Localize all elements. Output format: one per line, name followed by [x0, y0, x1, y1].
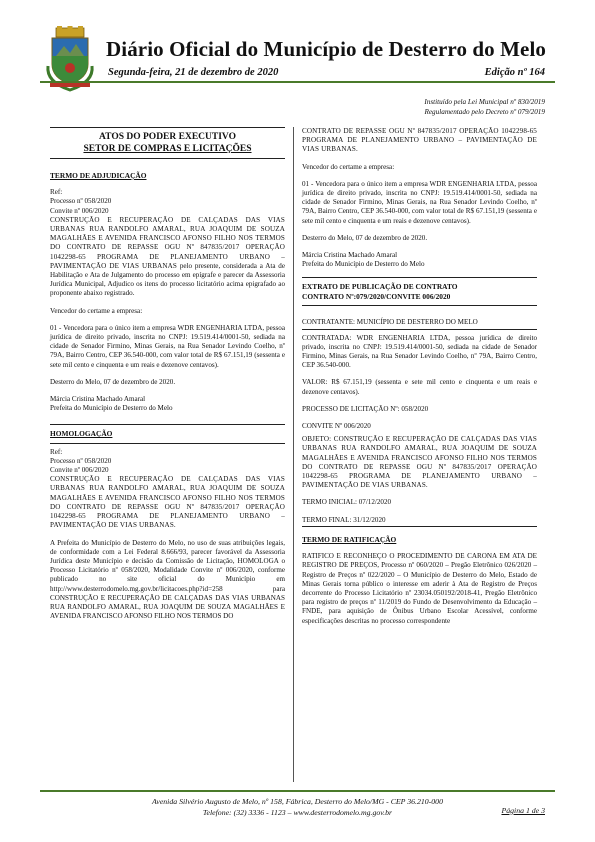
homologation-frame	[50, 424, 285, 443]
ratification-body: RATIFICO E RECONHEÇO O PROCEDIMENTO DE CARONA EM ATA DE REGISTRO DE PREÇOS, Processo nº 060/2020 – Pregão Eletrônico 026/2020 – Registro de Preços nº 022/2020 – O Município de Desterro do Melo, Estado de Minas Gerais torna público o interesse em aderir à Ata de Registro de Preços decorrente do Processo Licitatório nº 23034.050192/2018-41, Pregão Eletrônico para registro de preços nº 11/2019 do Fundo de Desenvolvimento da Educação – FNDE, para aquisição de Ônibus Urbano Escolar Acessível, conforme especificações descritas no processo correspondente	[302, 552, 537, 625]
header-rule	[40, 81, 555, 83]
homologation-ref: Ref:	[50, 447, 63, 456]
homologation-signer-role: Prefeita do Município de Desterro do Melo	[302, 260, 425, 269]
adjudication-object: CONSTRUÇÃO E RECUPERAÇÃO DE CALÇADAS DAS VIAS URBANAS RUA RANDOLFO AMARAL, RUA JOAQUIM DE SOUZA MAGALHÃES E AVENIDA FRANCISCO AFONSO FILHO NOS TERMOS DO CONTRATO DE REPASSE OGU Nº 847835/2017 OPERAÇÃO 1042298-65 PROGRAMA DE PLANEJAMENTO URBANO – PAVIMENTAÇÃO DE VIAS URBANAS	[50, 215, 285, 270]
contract-start-term: TERMO INICIAL: 07/12/2020	[302, 498, 392, 507]
right-column	[302, 127, 537, 626]
contract-contracted-party: CONTRATADA: WDR ENGENHARIA LTDA, pessoa jurídica de direito privado, inscrita no CNPJ: 19.519.414/0001-50, sediada na cidade de Senador Firmino, Minas Gerais, na Rua Senador Levindo Coelho, nº 79A, Bairro Centro, CEP 36.540-000.	[302, 333, 537, 370]
page-number: Página 1 de 3	[501, 806, 545, 815]
homologation-body: A Prefeita do Município de Desterro do Melo, no uso de suas atribuições legais, de conformidade com a Lei Federal 8.666/93, parecer favorável da Assessoria Jurídica deste Município e decisão da Comissão de Licitação, HOMOLOGA o Processo Licitatório nº 058/2020, Modalidade Convite nº 006/2020, conforme publicado no site oficial do Município em http://www.desterrodomelo.mg.gov.br/licitacoes.php?id=258 para CONSTRUÇÃO E RECUPERAÇÃO DE CALÇADAS DAS VIAS URBANAS RUA RANDOLFO AMARAL, RUA JOAQUIM DE SOUZA MAGALHÃES E AVENIDA FRANCISCO AFONSO FILHO NOS TERMOS DO	[50, 538, 285, 621]
contract-contracting-party: CONTRATANTE: MUNICÍPIO DE DESTERRO DO MELO	[302, 318, 537, 329]
homologation-invite: Convite nº 006/2020	[50, 466, 109, 475]
homologation-date: Desterro do Melo, 07 de dezembro de 2020.	[302, 233, 428, 242]
contract-object: OBJETO: CONSTRUÇÃO E RECUPERAÇÃO DE CALÇADAS DAS VIAS URBANAS RUA RANDOLFO AMARAL, RUA JOAQUIM DE SOUZA MAGALHÃES E AVENIDA FRANCISCO AFONSO FILHO NOS TERMOS DO CONTRATO DE REPASSE OGU Nº 847835/2017 OPERAÇÃO 1042298-65 PROGRAMA DE PLANEJAMENTO URBANO – PAVIMENTAÇÃO DE VIAS URBANAS.	[302, 435, 537, 490]
contract-extract-number: CONTRATO Nº:079/2020/CONVITE 006/2020	[302, 291, 451, 301]
adjudication-signer-role: Prefeita do Município de Desterro do Melo	[50, 404, 173, 413]
homologation-title: HOMOLOGAÇÃO	[50, 429, 113, 439]
adjudication-ref: Ref:	[50, 188, 63, 197]
contract-extract-frame	[302, 277, 537, 306]
adjudication-body: pelo presente, considerada a Ata de Habilitação e Ata de Julgamento do processo em epígrafe e parecer da Assessoria Jurídica Municipal, Adjudico os itens do processo licitatório acima epigrafado ao proponente abaixo registrado.	[50, 261, 285, 298]
homologation-winner-label: Vencedor do certame a empresa:	[302, 162, 395, 171]
adjudication-winner-label: Vencedor do certame a empresa:	[50, 306, 143, 315]
newspaper-title: Diário Oficial do Município de Desterro do Melo	[106, 37, 547, 61]
adjudication-invite: Convite nº 006/2020	[50, 206, 109, 215]
footer-rule	[40, 790, 555, 792]
homologation-process: Processo nº 058/2020	[50, 456, 112, 465]
section-header-executive: ATOS DO PODER EXECUTIVO	[99, 132, 236, 142]
left-column	[50, 127, 285, 621]
section-header-box	[50, 127, 285, 159]
adjudication-winner: 01 - Vencedora para o único item a empresa WDR ENGENHARIA LTDA, pessoa jurídica de direito privado, inscrita no CNPJ: 19.519.414/0001-50, sediada na cidade de Senador Firmino, Minas Gerais, na Rua Senador Levindo Coelho, nº 79A, Bairro Centro, CEP 36.540-000, com valor total de R$ 67.151,19 (sessenta e sete mil cento e cinquenta e um reais e dezenove centavos).	[50, 323, 285, 369]
footer-contact: Telefone: (32) 3336 - 1123 – www.desterrodomelo.mg.gov.br	[202, 808, 393, 817]
edition-number: Edição nº 164	[484, 67, 545, 78]
publication-date: Segunda-feira, 21 de dezembro de 2020	[108, 67, 279, 78]
contract-end-term: TERMO FINAL: 31/12/2020	[302, 516, 537, 527]
section-header-purchasing: SETOR DE COMPRAS E LICITAÇÕES	[83, 144, 252, 154]
adjudication-title: TERMO DE ADJUDICAÇÃO	[50, 171, 147, 180]
footer-address: Avenida Silvério Augusto de Melo, nº 158, Fábrica, Desterro do Melo/MG - CEP 36.210-000	[152, 797, 443, 806]
instituted-by-law: Instituído pela Lei Municipal nº 830/2019	[424, 98, 545, 106]
adjudication-process: Processo nº 058/2020	[50, 197, 112, 206]
regulated-by-decree: Regulamentado pelo Decreto nº 079/2019	[424, 108, 545, 116]
contract-extract-title: EXTRATO DE PUBLICAÇÃO DE CONTRATO	[302, 282, 458, 292]
ratification-title: TERMO DE RATIFICAÇÃO	[302, 534, 397, 544]
adjudication-date: Desterro do Melo, 07 de dezembro de 2020.	[50, 377, 176, 386]
adjudication-signer: Márcia Cristina Machado Amaral	[50, 395, 146, 404]
homologation-winner: 01 - Vencedora para o único item a empresa WDR ENGENHARIA LTDA, pessoa jurídica de direito privado, inscrita no CNPJ: 19.519.414/0001-50, sediada na cidade de Senador Firmino, Minas Gerais, na Rua Senador Levindo Coelho, nº 79A, Bairro Centro, CEP 36.540-000, com valor total de R$ 67.151,19 (sessenta e sete mil cento e cinquenta e um reais e dezenove centavos).	[302, 179, 537, 225]
contract-invite: CONVITE Nº 006/2020	[302, 422, 371, 431]
homologation-continued: CONTRATO DE REPASSE OGU Nº 847835/2017 OPERAÇÃO 1042298-65 PROGRAMA DE PLANEJAMENTO URBANO – PAVIMENTAÇÃO DE VIAS URBANAS.	[302, 127, 537, 154]
homologation-object: CONSTRUÇÃO E RECUPERAÇÃO DE CALÇADAS DAS VIAS URBANAS RUA RANDOLFO AMARAL, RUA JOAQUIM DE SOUZA MAGALHÃES E AVENIDA FRANCISCO AFONSO FILHO NOS TERMOS DO CONTRATO DE REPASSE OGU Nº 847835/2017 OPERAÇÃO 1042298-65 PROGRAMA DE PLANEJAMENTO URBANO – PAVIMENTAÇÃO DE VIAS URBANAS.	[50, 475, 285, 530]
contract-process: PROCESSO DE LICITAÇÃO Nº: 058/2020	[302, 404, 429, 413]
homologation-signer: Márcia Cristina Machado Amaral	[302, 251, 398, 260]
adjudication-text	[50, 216, 285, 299]
column-separator	[293, 127, 294, 782]
contract-value: VALOR: R$ 67.151,19 (sessenta e sete mil cento e cinquenta e um reais e dezenove centavos).	[302, 378, 537, 396]
